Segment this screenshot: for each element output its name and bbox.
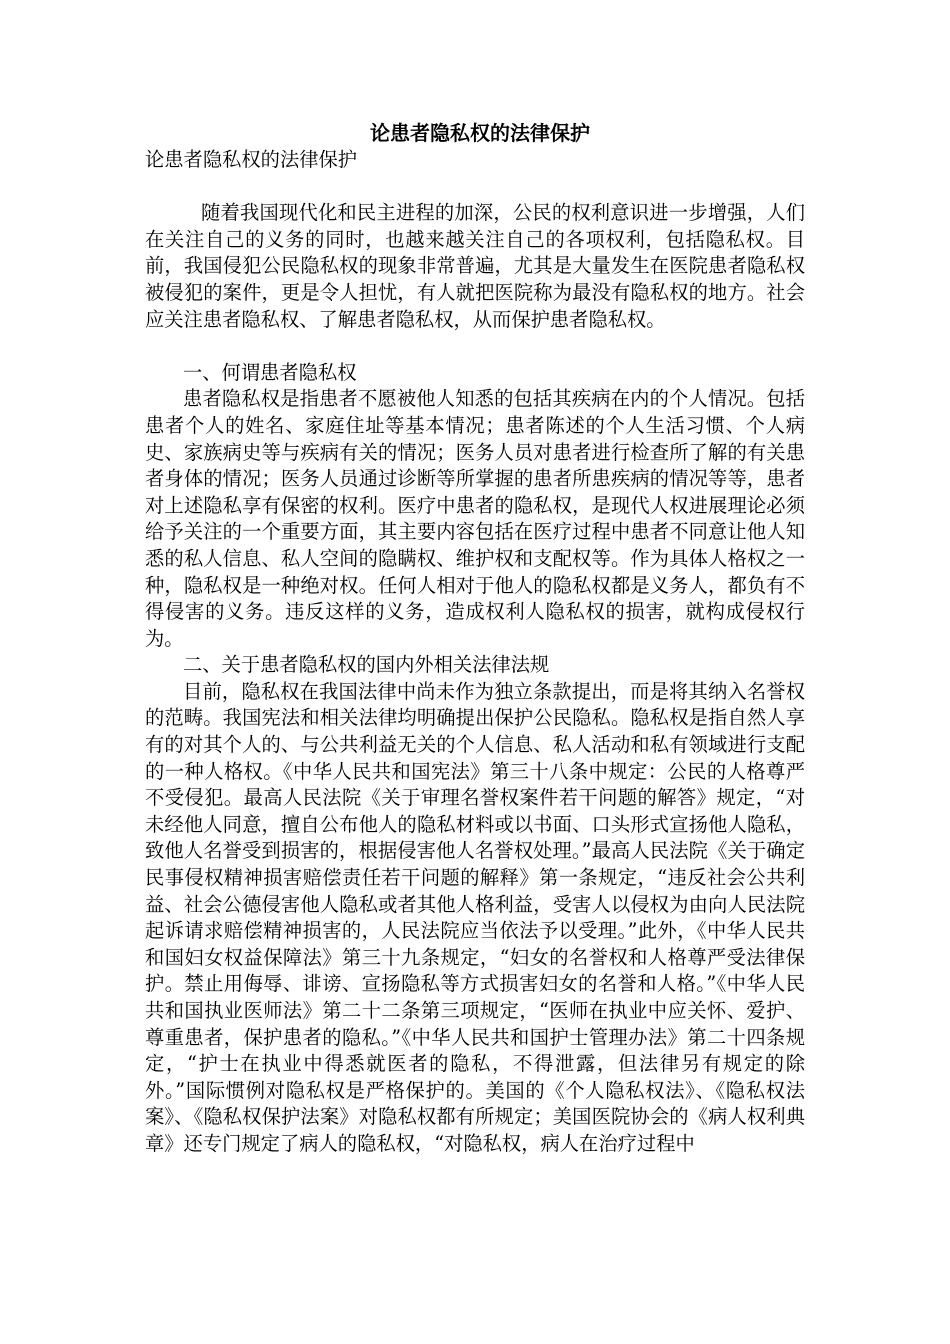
blank-line [145,333,805,360]
intro-paragraph: 随着我国现代化和民主进程的加深，公民的权利意识进一步增强，人们在关注自己的义务的同时，也越来越关注自己的各项权利，包括隐私权。目前，我国侵犯公民隐私权的现象非常普遍，尤其是大量发生在医院患者隐私权被侵犯的案件，更是令人担忧，有人就把医院称为最没有隐私权的地方。社会应关注患者隐私权、了解患者隐私权，从而保护患者隐私权。 [145,201,805,331]
section-1-heading: 一、何谓患者隐私权 [183,360,357,384]
section-1-paragraph: 患者隐私权是指患者不愿被他人知悉的包括其疾病在内的个人情况。包括患者个人的姓名、家庭住址等基本情况；患者陈述的个人生活习惯、个人病史、家族病史等与疾病有关的情况；医务人员对患者进行检查所了解的有关患者身体的情况；医务人员通过诊断等所掌握的患者所患疾病的情况等等，患者对上述隐私享有保密的权利。医疗中患者的隐私权，是现代人权进展理论必须给予关注的一个重要方面，其主要内容包括在医疗过程中患者不同意让他人知悉的私人信息、私人空间的隐瞒权、维护权和支配权等。作为具体人格权之一种，隐私权是一种绝对权。任何人相对于他人的隐私权都是义务人，都负有不得侵害的义务。违反这样的义务，造成权利人隐私权的损害，就构成侵权行为。 [145,387,805,650]
document-subtitle: 论患者隐私权的法律保护 [145,148,358,171]
document-page [145,120,805,1158]
section-2-paragraph: 目前，隐私权在我国法律中尚未作为独立条款提出，而是将其纳入名誉权的范畴。我国宪法和相关法律均明确提出保护公民隐私。隐私权是指自然人享有的对其个人的、与公共利益无关的个人信息、私人活动和私有领域进行支配的一种人格权。《中华人民共和国宪法》第三十八条中规定：公民的人格尊严不受侵犯。最高人民法院《关于审理名誉权案件若干问题的解答》规定，“对未经他人同意，擅自公布他人的隐私材料或以书面、口头形式宣扬他人隐私，致他人名誉受到损害的，根据侵害他人名誉权处理。”最高人民法院《关于确定民事侵权精神损害赔偿责任若干问题的解释》第一条规定，“违反社会公共利益、社会公德侵害他人隐私或者其他人格利益，受害人以侵权为由向人民法院起诉请求赔偿精神损害的，人民法院应当依法予以受理。”此外，《中华人民共和国妇女权益保障法》第三十九条规定，“妇女的名誉权和人格尊严受法律保护。禁止用侮辱、诽谤、宣扬隐私等方式损害妇女的名誉和人格。”《中华人民共和国执业医师法》第二十二条第三项规定，“医师在执业中应关怀、爱护、尊重患者，保护患者的隐私。”《中华人民共和国护士管理办法》第二十四条规定，“护士在执业中得悉就医者的隐私，不得泄露，但法律另有规定的除外。”国际惯例对隐私权是严格保护的。美国的《个人隐私权法》、《隐私权法案》、《隐私权保护法案》对隐私权都有所规定；美国医院协会的《病人权利典章》还专门规定了病人的隐私权，“对隐私权，病人在治疗过程中 [145,679,805,1155]
section-2-heading: 二、关于患者隐私权的国内外相关法律法规 [183,653,550,677]
blank-line [145,174,805,201]
document-title: 论患者隐私权的法律保护 [370,121,590,145]
